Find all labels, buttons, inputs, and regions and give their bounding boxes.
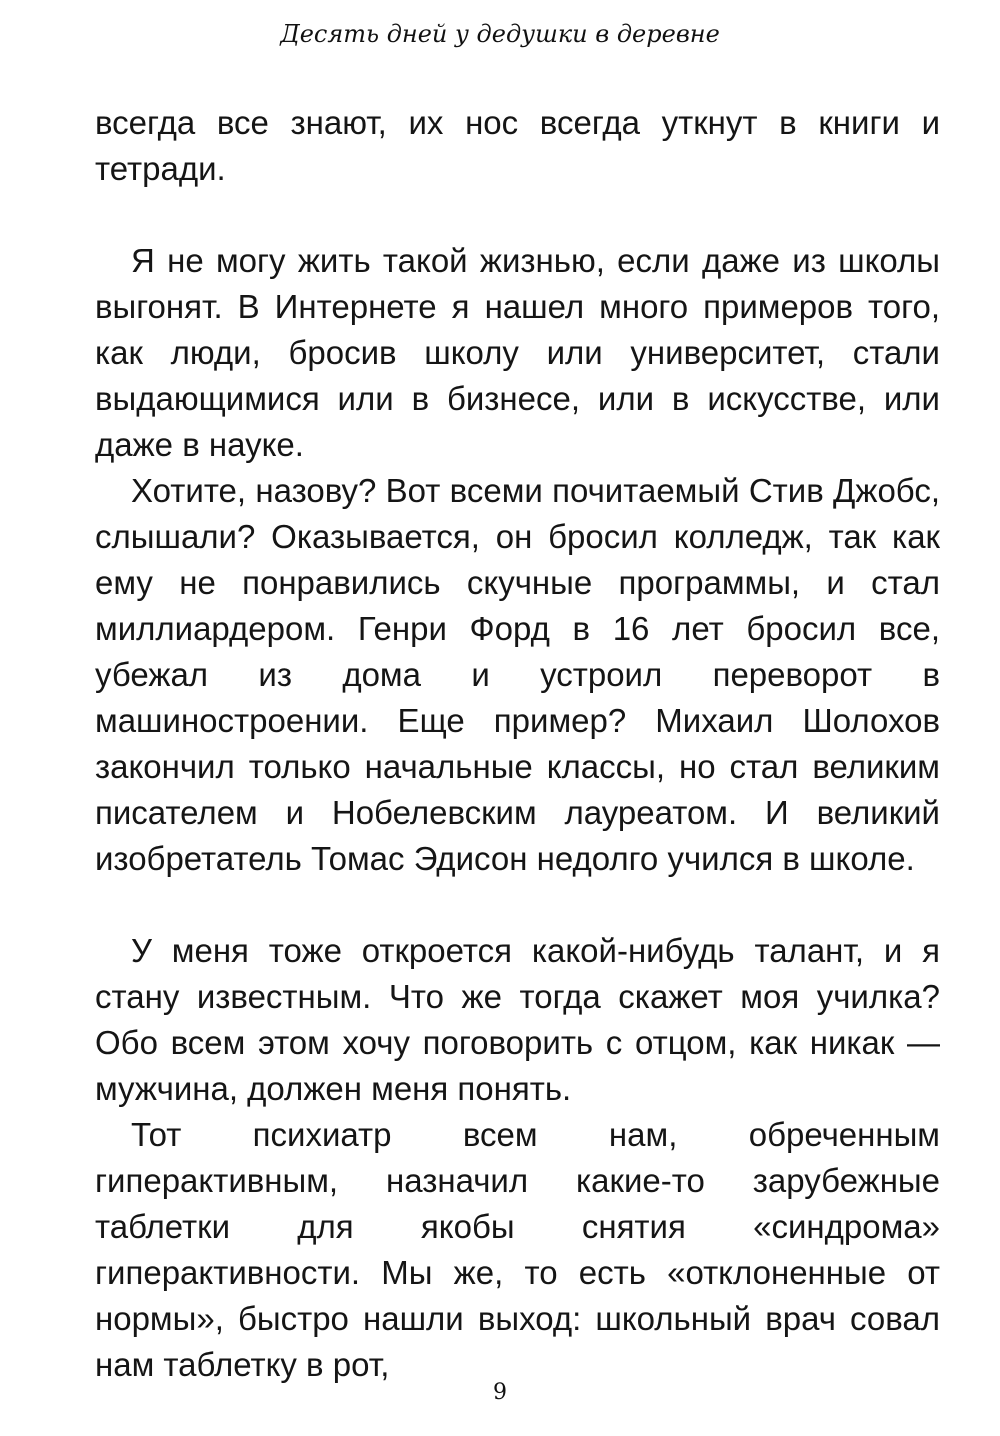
paragraph-2: Я не могу жить такой жизнью, если даже из школы выгонят. В Интернете я нашел много примеров того, как люди, бросив школу или университет, стали выдающимися или в бизнесе, или в искусстве, или даже в науке. xyxy=(95,242,940,463)
paragraph-4: У меня тоже откроется какой-нибудь талант, и я стану известным. Что же тогда скажет моя училка? Обо всем этом хочу поговорить с отцом, как никак — мужчина, должен меня понять. xyxy=(95,932,940,1107)
body-text xyxy=(95,100,940,1388)
running-head: Десять дней у дедушки в деревне xyxy=(280,20,720,48)
paragraph-3: Хотите, назову? Вот всеми почитаемый Стив Джобс, слышали? Оказывается, он бросил колледж, так как ему не понравились скучные программы, и стал миллиардером. Генри Форд в 16 лет бросил все, убежал из дома и устроил переворот в машиностроении. Еще пример? Михаил Шолохов закончил только начальные классы, но стал великим писателем и Нобелевским лауреатом. И великий изобретатель Томас Эдисон недолго учился в школе. xyxy=(95,472,940,877)
paragraph-5: Тот психиатр всем нам, обреченным гиперактивным, назначил какие-то зарубежные таблетки для якобы снятия «синдрома» гиперактивности. Мы же, то есть «отклоненные от нормы», быстро нашли выход: школьный врач совал нам таблетку в рот, xyxy=(95,1116,940,1383)
page-number: 9 xyxy=(493,1380,507,1405)
paragraph-1: всегда все знают, их нос всегда уткнут в книги и тетради. xyxy=(95,104,940,187)
